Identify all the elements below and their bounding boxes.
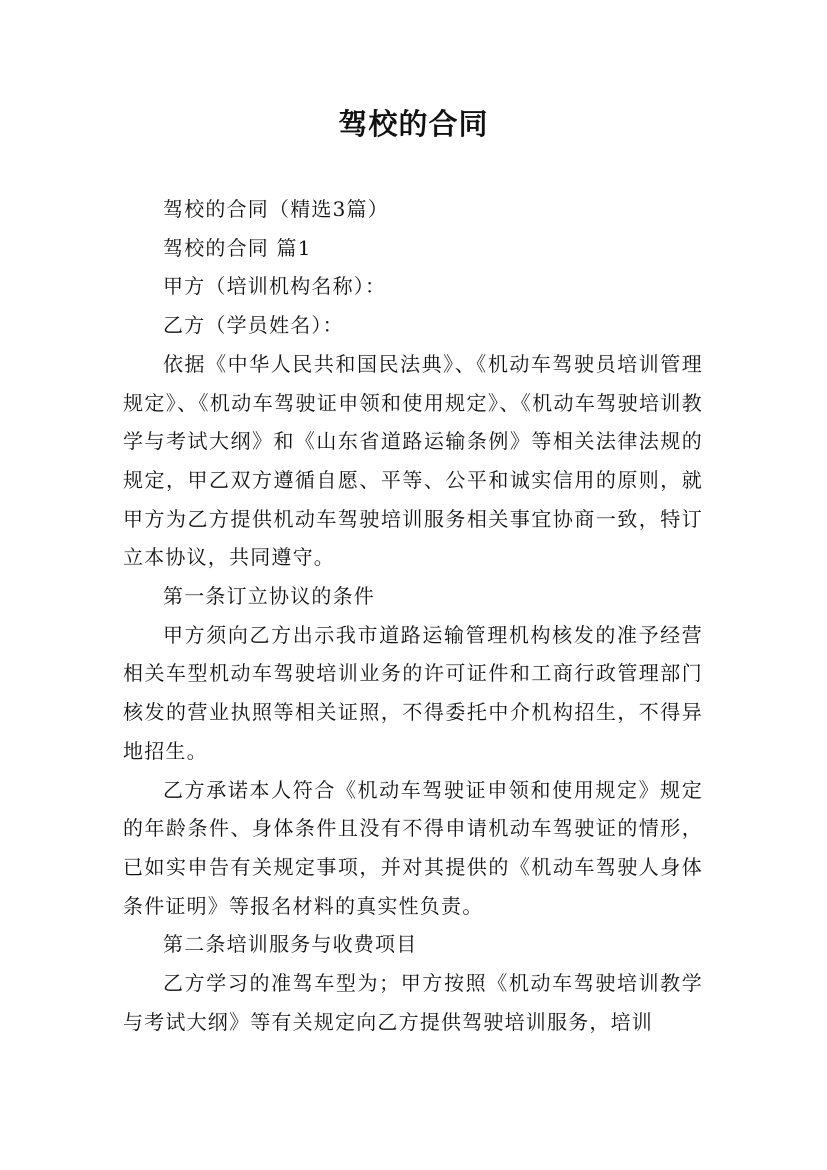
paragraph: 第二条培训服务与收费项目 bbox=[163, 932, 418, 957]
paragraph: 甲方（培训机构名称）： bbox=[163, 274, 387, 299]
paragraph: 乙方学习的准驾车型为；甲方按照《机动车驾驶培训教学与考试大纲》等有关规定向乙方提供驾驶培训服务，培训 bbox=[123, 971, 703, 1034]
document-title: 驾校的合同 bbox=[338, 107, 489, 141]
paragraph: 甲方须向乙方出示我市道路运输管理机构核发的准予经营相关车型机动车驾驶培训业务的许可证件和工商行政管理部门核发的营业执照等相关证照，不得委托中介机构招生，不得异地招生。 bbox=[123, 622, 703, 763]
paragraph: 乙方（学员姓名）： bbox=[163, 313, 344, 338]
paragraph: 第一条订立协议的条件 bbox=[163, 584, 375, 609]
paragraph: 驾校的合同 篇1 bbox=[163, 235, 312, 260]
document-body bbox=[123, 190, 703, 1041]
paragraph: 依据《中华人民共和国民法典》、《机动车驾驶员培训管理规定》、《机动车驾驶证申领和使用规定》、《机动车驾驶培训教学与考试大纲》和《山东省道路运输条例》等相关法律法规的规定，甲乙双方遵循自愿、平等、公平和诚实信用的原则，就甲方为乙方提供机动车驾驶培训服务相关事宜协商一致，特订立本协议，共同遵守。 bbox=[123, 351, 703, 570]
paragraph: 驾校的合同（精选3篇） bbox=[163, 197, 389, 221]
paragraph: 乙方承诺本人符合《机动车驾驶证申领和使用规定》规定的年龄条件、身体条件且没有不得申请机动车驾驶证的情形，已如实申告有关规定事项，并对其提供的《机动车驾驶人身体条件证明》等报名材料的真实性负责。 bbox=[123, 777, 703, 918]
